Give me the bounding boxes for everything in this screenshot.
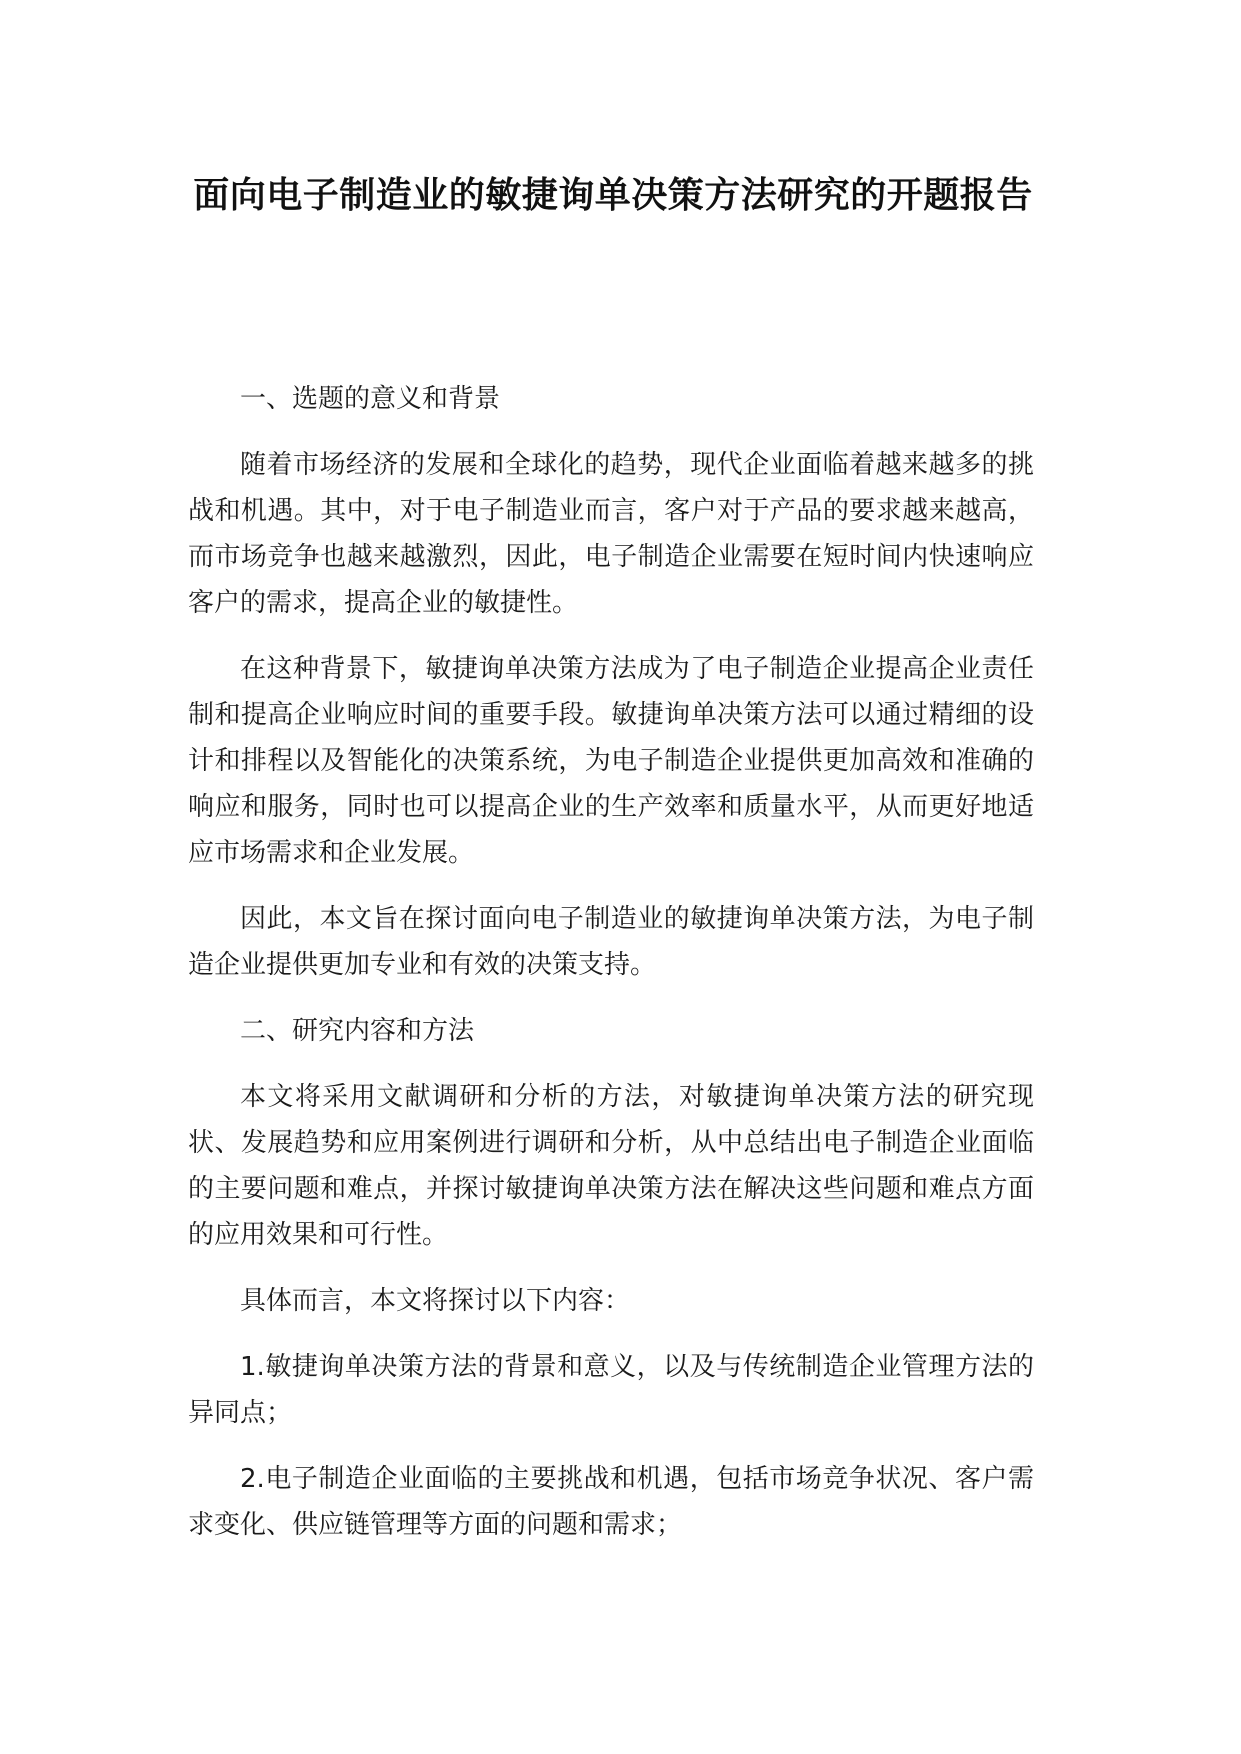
- paragraph: 因此，本文旨在探讨面向电子制造业的敏捷询单决策方法，为电子制造企业提供更加专业和有效的决策支持。: [188, 904, 1034, 980]
- section-heading: 一、选题的意义和背景: [240, 384, 501, 414]
- paragraph: 随着市场经济的发展和全球化的趋势，现代企业面临着越来越多的挑战和机遇。其中，对于电子制造业而言，客户对于产品的要求越来越高，而市场竞争也越来越激烈，因此，电子制造企业需要在短时间内快速响应客户的需求，提高企业的敏捷性。: [188, 450, 1034, 618]
- document-title: 面向电子制造业的敏捷询单决策方法研究的开题报告: [193, 175, 1033, 216]
- paragraph: 本文将采用文献调研和分析的方法，对敏捷询单决策方法的研究现状、发展趋势和应用案例进行调研和分析，从中总结出电子制造企业面临的主要问题和难点，并探讨敏捷询单决策方法在解决这些问题和难点方面的应用效果和可行性。: [188, 1082, 1034, 1250]
- paragraph: 具体而言，本文将探讨以下内容：: [240, 1286, 631, 1316]
- section-heading: 二、研究内容和方法: [240, 1016, 475, 1046]
- list-item-paragraph: 1.敏捷询单决策方法的背景和意义，以及与传统制造企业管理方法的异同点；: [188, 1352, 1034, 1428]
- list-item-paragraph: 2.电子制造企业面临的主要挑战和机遇，包括市场竞争状况、客户需求变化、供应链管理等方面的问题和需求；: [188, 1464, 1034, 1540]
- document-body: [188, 376, 1034, 1568]
- paragraph: 在这种背景下，敏捷询单决策方法成为了电子制造企业提高企业责任制和提高企业响应时间的重要手段。敏捷询单决策方法可以通过精细的设计和排程以及智能化的决策系统，为电子制造企业提供更加高效和准确的响应和服务，同时也可以提高企业的生产效率和质量水平，从而更好地适应市场需求和企业发展。: [188, 654, 1034, 868]
